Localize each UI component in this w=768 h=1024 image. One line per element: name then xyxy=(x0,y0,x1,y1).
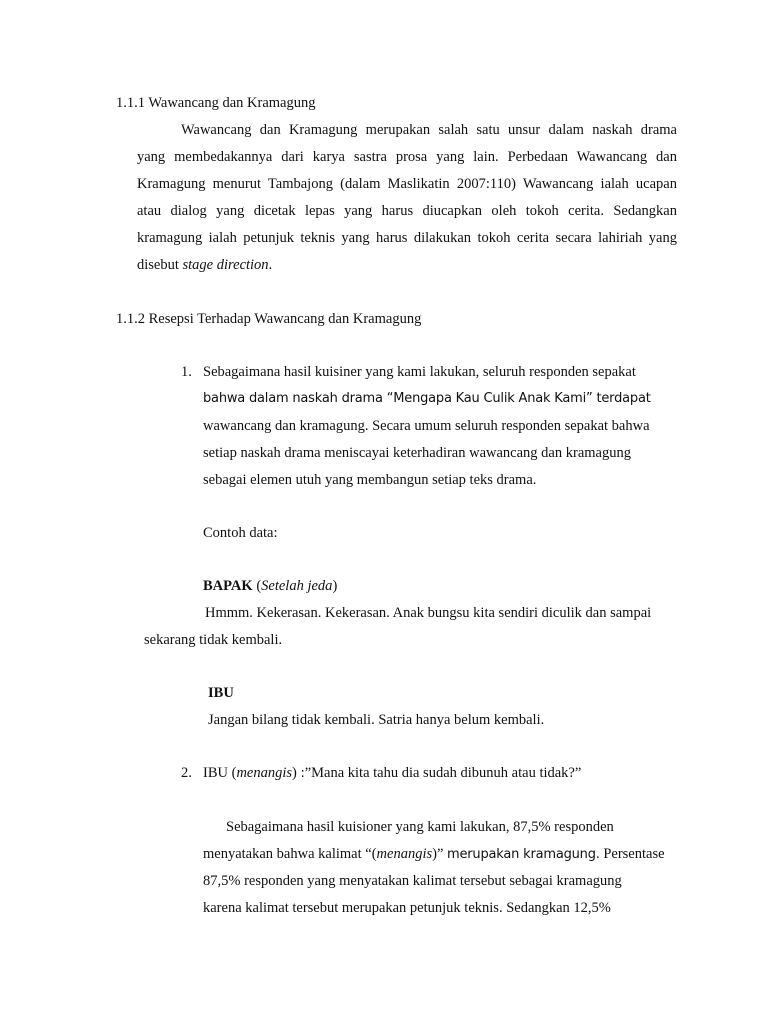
stage-direction: Setelah jeda xyxy=(261,578,333,594)
stage-direction: menangis xyxy=(236,765,293,781)
text-run: Persentase xyxy=(599,846,665,862)
section-heading-1-1-1: 1.1.1 Wawancang dan Kramagung xyxy=(116,95,316,111)
paragraph-line: yang membedakannya dari karya sastra prosa yang lain. Perbedaan Wawancang dan xyxy=(137,149,677,165)
text-run: ( xyxy=(252,578,262,594)
dialogue-line: Hmmm. Kekerasan. Kekerasan. Anak bungsu kita sendiri diculik dan sampai xyxy=(205,605,652,621)
list-item-line xyxy=(203,764,581,783)
paragraph-line xyxy=(203,845,665,864)
paragraph-last-line xyxy=(137,256,272,274)
list-item-line: wawancang dan kramagung. Secara umum seluruh responden sepakat bahwa xyxy=(203,418,650,434)
text-run: ) xyxy=(292,765,301,781)
stage-direction-term: stage direction xyxy=(182,257,269,273)
text-run: IBU ( xyxy=(203,765,237,781)
paragraph-line: Wawancang dan Kramagung merupakan salah satu unsur dalam naskah drama xyxy=(181,122,677,138)
list-item-line: setiap naskah drama meniscayai keterhadiran wawancang dan kramagung xyxy=(203,445,631,461)
text-run: menyatakan bahwa kalimat “( xyxy=(203,846,377,862)
text-run: ) xyxy=(332,578,338,594)
paragraph-line: 87,5% responden yang menyatakan kalimat tersebut sebagai kramagung xyxy=(203,873,622,889)
paragraph-line: Sebagaimana hasil kuisioner yang kami lakukan, 87,5% responden xyxy=(226,819,614,835)
paragraph-line: kramagung ialah petunjuk teknis yang harus dilakukan tokoh cerita secara lahiriah yang xyxy=(137,230,677,246)
speaker-name: BAPAK xyxy=(203,578,253,594)
list-number: 2. xyxy=(181,765,192,781)
dialogue-line: Jangan bilang tidak kembali. Satria hanya belum kembali. xyxy=(208,712,545,728)
example-label: Contoh data: xyxy=(203,525,278,541)
paragraph-line: atau dialog yang dicetak lepas yang harus diucapkan oleh tokoh cerita. Sedangkan xyxy=(137,203,677,219)
list-item-line: Sebagaimana hasil kuisiner yang kami lakukan, seluruh responden sepakat xyxy=(203,364,636,380)
list-item-line: bahwa dalam naskah drama “Mengapa Kau Culik Anak Kami” terdapat xyxy=(203,391,651,406)
section-heading-1-1-2: 1.1.2 Resepsi Terhadap Wawancang dan Kramagung xyxy=(116,311,422,327)
text-run: . xyxy=(268,257,273,273)
dialogue-speaker-bapak xyxy=(203,577,337,595)
text-run: : xyxy=(300,766,305,781)
paragraph-line: Kramagung menurut Tambajong (dalam Maslikatin 2007:110) Wawancang ialah ucapan xyxy=(137,176,677,192)
stage-direction: menangis xyxy=(376,846,433,862)
list-number: 1. xyxy=(181,364,192,380)
list-item-line: sebagai elemen utuh yang membangun setiap teks drama. xyxy=(203,472,537,488)
text-run: ”Mana kita tahu dia sudah dibunuh atau tidak?” xyxy=(304,765,582,781)
paragraph-line: karena kalimat tersebut merupakan petunjuk teknis. Sedangkan 12,5% xyxy=(203,900,611,916)
text-run: )” xyxy=(432,846,448,862)
dialogue-line: sekarang tidak kembali. xyxy=(144,632,283,648)
dialogue-speaker-ibu: IBU xyxy=(208,685,234,701)
text-run: disebut xyxy=(137,257,183,273)
text-run: merupakan kramagung. xyxy=(447,847,600,862)
